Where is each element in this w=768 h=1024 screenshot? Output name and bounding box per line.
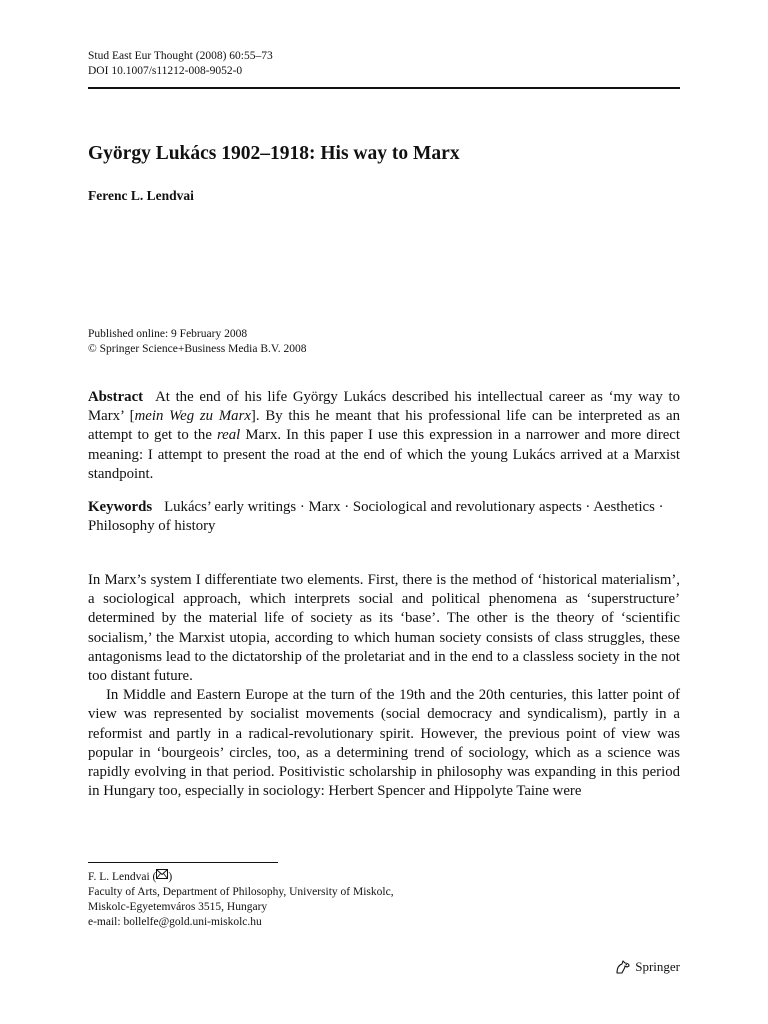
- footnote-author-line: [88, 870, 394, 885]
- article-author: Ferenc L. Lendvai: [88, 188, 194, 203]
- article-title: György Lukács 1902–1918: His way to Marx: [88, 143, 460, 164]
- doi: DOI 10.1007/s11212-008-9052-0: [88, 65, 243, 77]
- abstract-italic-2: real: [216, 427, 241, 444]
- body-paragraph-1: In Marx’s system I differentiate two elements. First, there is the method of ‘historical materialism’, a sociological approach, which interprets social and political phenomena as ‘superstructure’ determined by the material life of society as its ‘base’. The other is the theory of ‘scientific socialism,’ the Marxist utopia, according to which human society consists of class struggles, these antagonisms lead to the dictatorship of the proletariat and in the end to a classless society in the not too distant future.: [88, 572, 680, 685]
- footnote-address: Miskolc-Egyetemváros 3515, Hungary: [88, 901, 268, 913]
- publication-info: [88, 327, 306, 357]
- body-paragraph-2: In Middle and Eastern Europe at the turn of the 19th and the 20th centuries, this latter point of view was represented by socialist movements (social democracy and syndicalism), partly in a reformist and partly in a radical-revolutionary spirit. However, the previous point of view was popular in ‘bourgeois’ circles, too, as a determining trend of sociology, which as a science was rapidly evolving in that period. Positivistic scholarship in philosophy was expanding in this period in Hungary too, especially in sociology: Herbert Spencer and Hippolyte Taine were: [88, 687, 680, 800]
- abstract-text-1: At the end of his life György Lukács described his intellectual career as ‘my way to Marx’ [: [88, 389, 680, 425]
- copyright: © Springer Science+Business Media B.V. 2008: [88, 343, 307, 355]
- journal-header: [88, 49, 273, 79]
- keywords-label: Keywords: [88, 499, 153, 515]
- body-text: [88, 571, 680, 801]
- abstract: [88, 388, 680, 484]
- article-page: [88, 0, 680, 1024]
- footnote-name-close: ): [168, 871, 173, 883]
- footnote-rule: [88, 862, 278, 863]
- footnote-affiliation: Faculty of Arts, Department of Philosophy, University of Miskolc,: [88, 886, 394, 898]
- springer-name: Springer: [635, 959, 680, 974]
- journal-citation: Stud East Eur Thought (2008) 60:55–73: [88, 50, 273, 62]
- author-footnote: [88, 870, 394, 930]
- footnote-author-name: F. L. Lendvai (: [88, 871, 157, 883]
- springer-logo: [614, 958, 680, 976]
- keywords-text: Lukács’ early writings · Marx · Sociological and revolutionary aspects · Aesthetics · Philosophy of history: [88, 499, 664, 535]
- abstract-text-2: ]. By this he meant that his professional life can be interpreted as an attempt to get to the: [88, 408, 680, 444]
- springer-horse-icon: [614, 958, 632, 976]
- header-rule: [88, 87, 680, 89]
- abstract-text-3: Marx. In this paper I use this expression in a narrower and more direct meaning: I attempt to present the road at the end of which the young Lukács arrived at a Marxist standpoint.: [88, 427, 680, 482]
- abstract-italic-1: mein Weg zu Marx: [134, 408, 251, 425]
- footnote-email: e-mail: bollelfe@gold.uni-miskolc.hu: [88, 916, 262, 928]
- abstract-label: Abstract: [88, 389, 144, 405]
- keywords: [88, 498, 680, 536]
- envelope-icon: [156, 869, 168, 884]
- published-date: Published online: 9 February 2008: [88, 328, 248, 340]
